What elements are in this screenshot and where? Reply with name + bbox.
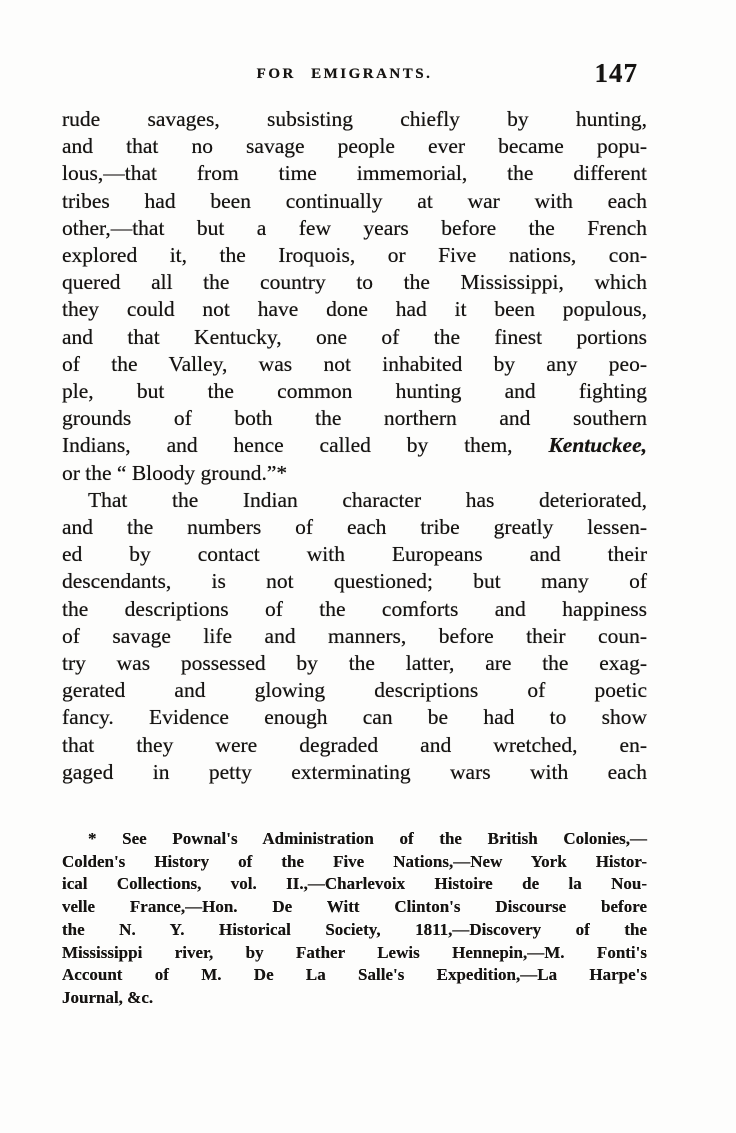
text-line	[62, 596, 647, 623]
text-line	[62, 351, 647, 378]
text-segment: * See Pownal's Administration of the British Colonies,—	[88, 829, 647, 848]
text-segment: grounds of both the northern and southern	[62, 406, 647, 431]
text-line	[62, 919, 647, 942]
text-segment: descendants, is not questioned; but many of	[62, 569, 647, 594]
text-segment: explored it, the Iroquois, or Five nations, con-	[62, 243, 647, 268]
text-segment: and that Kentucky, one of the finest portions	[62, 324, 647, 349]
text-segment: Journal, &c.	[62, 987, 154, 1007]
text-line	[62, 942, 647, 965]
paragraph-continuation	[62, 106, 647, 487]
text-line	[62, 133, 647, 160]
text-segment: gerated and glowing descriptions of poetic	[62, 678, 647, 703]
running-header: FOR EMIGRANTS.	[256, 66, 433, 82]
text-segment: and the numbers of each tribe greatly lessen-	[62, 515, 647, 540]
text-segment: the N. Y. Historical Society, 1811,—Discovery of the	[62, 919, 647, 939]
text-line	[62, 873, 647, 896]
text-segment: try was possessed by the latter, are the exag-	[62, 651, 647, 676]
text-segment: that they were degraded and wretched, en-	[62, 732, 647, 757]
text-line	[62, 242, 647, 269]
text-line	[62, 269, 647, 296]
text-segment: velle France,—Hon. De Witt Clinton's Discourse before	[62, 897, 647, 917]
text-line	[62, 828, 647, 851]
body-text	[62, 106, 647, 786]
paragraph-indian-character	[62, 487, 647, 786]
text-line	[62, 460, 647, 487]
footnote	[62, 828, 647, 1010]
text-line	[62, 324, 647, 351]
text-segment: of savage life and manners, before their coun-	[62, 623, 647, 648]
text-line	[62, 432, 647, 459]
text-segment: ed by contact with Europeans and their	[62, 542, 647, 567]
text-line	[62, 541, 647, 568]
text-segment: ical Collections, vol. II.,—Charlevoix Histoire de la Nou-	[62, 874, 647, 894]
text-line	[62, 106, 647, 133]
text-line	[62, 215, 647, 242]
text-line	[62, 759, 647, 786]
text-segment: tribes had been continually at war with each	[62, 188, 647, 213]
text-line	[62, 650, 647, 677]
text-line	[62, 188, 647, 215]
text-segment: Mississippi river, by Father Lewis Hennepin,—M. Fonti's	[62, 942, 647, 962]
text-segment: quered all the country to the Mississippi, which	[62, 270, 647, 295]
text-line	[62, 160, 647, 187]
text-line	[62, 405, 647, 432]
text-segment: gaged in petty exterminating wars with each	[62, 759, 647, 784]
text-line	[62, 514, 647, 541]
text-segment: rude savages, subsisting chiefly by hunting,	[62, 107, 647, 131]
text-segment: fancy. Evidence enough can be had to show	[62, 705, 647, 730]
text-line	[62, 623, 647, 650]
text-line	[62, 568, 647, 595]
text-segment: other,—that but a few years before the French	[62, 215, 647, 240]
text-segment: they could not have done had it been populous,	[62, 297, 647, 322]
text-segment: the descriptions of the comforts and happiness	[62, 596, 647, 621]
text-segment: ple, but the common hunting and fighting	[62, 379, 647, 404]
text-line	[62, 487, 647, 514]
text-line	[62, 732, 647, 759]
text-segment: of the Valley, was not inhabited by any peo-	[62, 351, 647, 376]
text-line	[62, 704, 647, 731]
text-segment: Account of M. De La Salle's Expedition,—La Harpe's	[62, 965, 647, 985]
text-line	[62, 964, 647, 987]
text-line	[62, 896, 647, 919]
text-line	[62, 851, 647, 874]
text-line	[62, 677, 647, 704]
text-line	[62, 378, 647, 405]
text-segment: lous,—that from time immemorial, the different	[62, 161, 647, 186]
text-segment: Colden's History of the Five Nations,—New York Histor-	[62, 851, 647, 871]
text-segment: Indians, and hence called by them,	[62, 433, 549, 458]
page-number: 147	[594, 58, 638, 88]
text-segment: or the “ Bloody ground.”*	[62, 460, 288, 485]
text-line	[62, 296, 647, 323]
italic-text: Kentuckee,	[548, 433, 647, 458]
text-segment: That the Indian character has deteriorated,	[88, 487, 647, 512]
text-line	[62, 987, 647, 1010]
text-segment: and that no savage people ever became popu-	[62, 134, 647, 159]
